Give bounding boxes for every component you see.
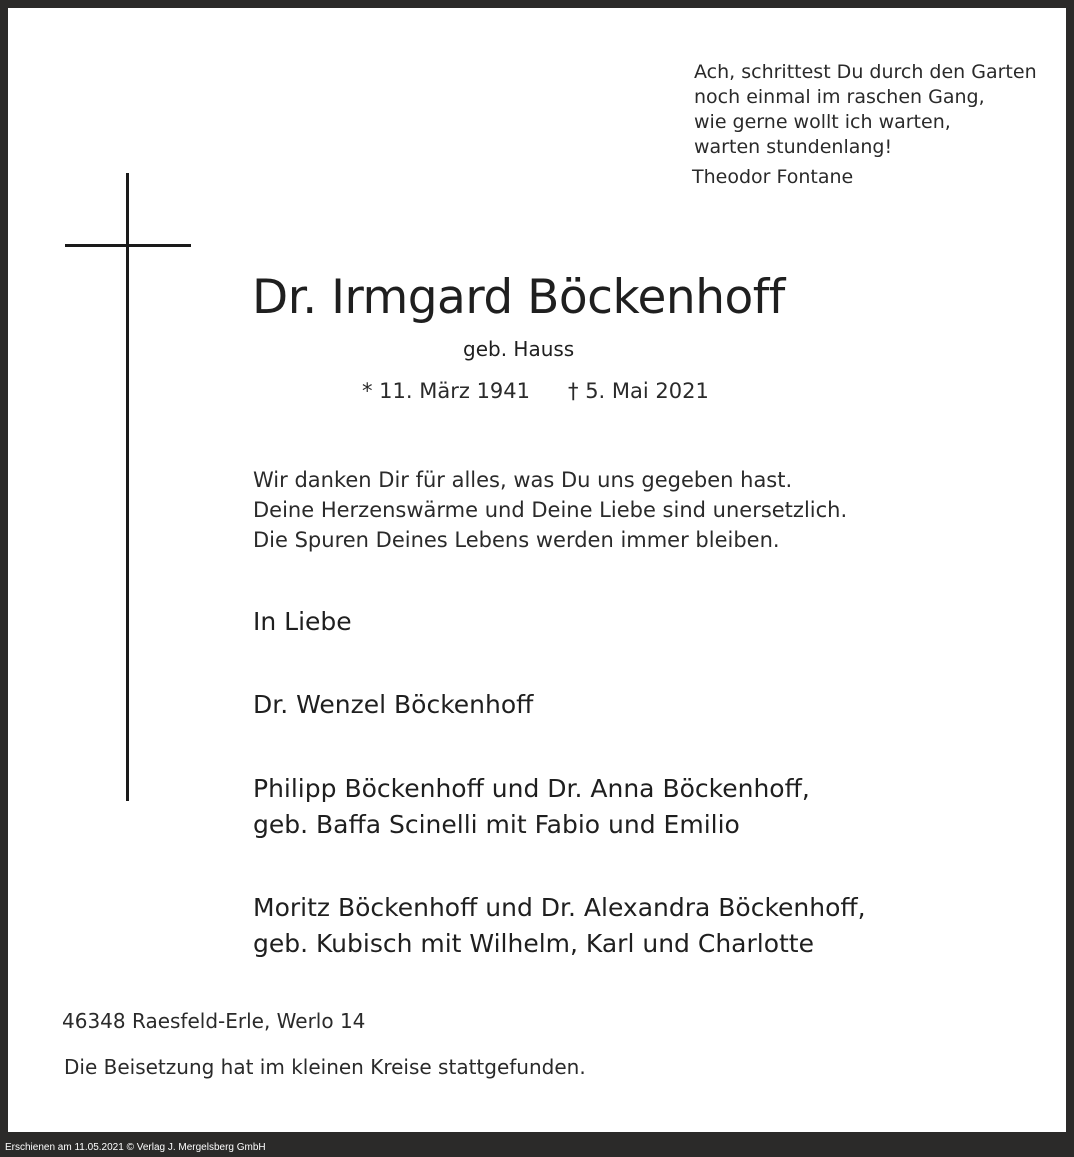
address: 46348 Raesfeld-Erle, Werlo 14 <box>62 1009 366 1033</box>
death-date: † 5. Mai 2021 <box>568 379 709 403</box>
poem <box>694 60 1037 160</box>
message-line: Die Spuren Deines Lebens werden immer bleiben. <box>253 528 780 552</box>
birth-date: * 11. März 1941 <box>362 379 531 403</box>
mourner-line: geb. Kubisch mit Wilhelm, Karl und Charlotte <box>253 929 814 958</box>
mourner-line: Philipp Böckenhoff und Dr. Anna Böckenhoff, <box>253 774 810 803</box>
mourner-group <box>253 890 866 962</box>
mourners-intro: In Liebe <box>253 607 352 636</box>
mourner-group <box>253 687 533 723</box>
poem-line: Ach, schrittest Du durch den Garten <box>694 61 1037 83</box>
mourner-line: Moritz Böckenhoff und Dr. Alexandra Böckenhoff, <box>253 893 866 922</box>
message <box>253 465 847 555</box>
publication-footer: Erschienen am 11.05.2021 © Verlag J. Mergelsberg GmbH <box>5 1142 266 1153</box>
message-line: Wir danken Dir für alles, was Du uns gegeben hast. <box>253 468 793 492</box>
message-line: Deine Herzenswärme und Deine Liebe sind unersetzlich. <box>253 498 848 522</box>
mourner-line: Dr. Wenzel Böckenhoff <box>253 690 534 719</box>
poem-line: wie gerne wollt ich warten, <box>694 111 951 133</box>
obituary-sheet <box>8 8 1066 1132</box>
deceased-name: Dr. Irmgard Böckenhoff <box>252 270 785 325</box>
cross-icon <box>126 173 129 801</box>
birth-name: geb. Hauss <box>463 337 575 361</box>
poem-author: Theodor Fontane <box>692 166 854 188</box>
funeral-note: Die Beisetzung hat im kleinen Kreise stattgefunden. <box>64 1055 586 1079</box>
poem-line: noch einmal im raschen Gang, <box>694 86 985 108</box>
mourner-line: geb. Baffa Scinelli mit Fabio und Emilio <box>253 810 740 839</box>
poem-line: warten stundenlang! <box>694 136 893 158</box>
life-dates <box>362 379 709 403</box>
cross-icon-bar <box>65 244 191 247</box>
mourner-group <box>253 771 810 843</box>
